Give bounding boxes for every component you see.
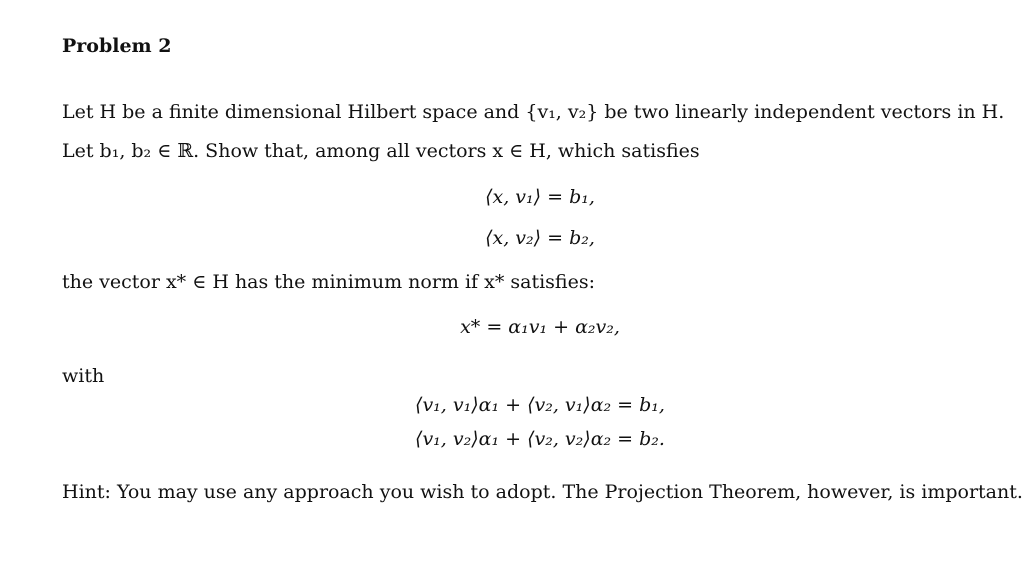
equation-2: ⟨x, v₂⟩ = b₂, — [485, 227, 595, 249]
equation-5: ⟨v₁, v₂⟩α₁ + ⟨v₂, v₂⟩α₂ = b₂. — [415, 428, 665, 450]
hint-text: Hint: You may use any approach you wish to adopt. The Projection Theorem, however, is important. — [62, 481, 1023, 503]
coefficient-equations — [0, 393, 1024, 451]
problem-title: Problem 2 — [62, 35, 172, 57]
with-label: with — [62, 365, 105, 387]
equation-3: x* = α₁v₁ + α₂v₂, — [460, 316, 620, 338]
equation-4: ⟨v₁, v₁⟩α₁ + ⟨v₂, v₁⟩α₂ = b₁, — [415, 394, 665, 416]
equation-1: ⟨x, v₁⟩ = b₁, — [485, 186, 595, 208]
statement-line-3: the vector x* ∈ H has the minimum norm if x* satisfies: — [62, 271, 595, 293]
constraint-equations — [0, 185, 1024, 250]
statement-line-2: Let b₁, b₂ ∈ ℝ. Show that, among all vectors x ∈ H, which satisfies — [62, 140, 700, 162]
statement-line-1: Let H be a finite dimensional Hilbert space and {v₁, v₂} be two linearly independent vectors in H. — [62, 101, 1005, 123]
